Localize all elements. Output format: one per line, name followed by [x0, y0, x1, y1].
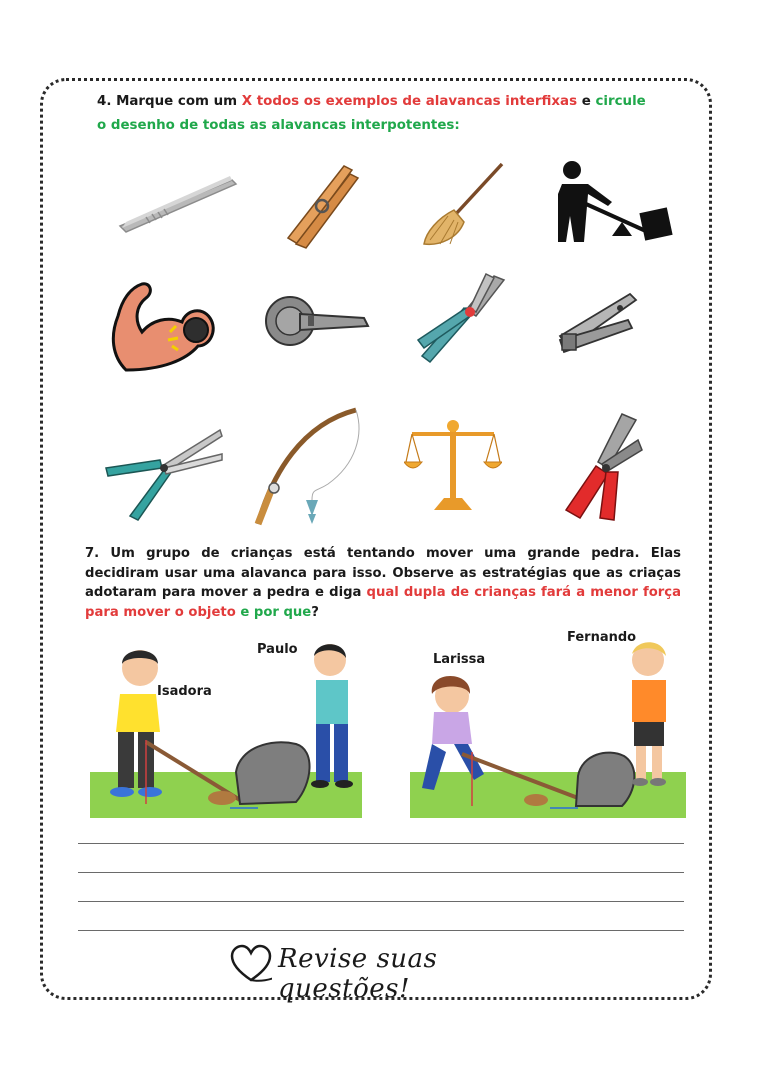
person-lever-icon — [558, 158, 674, 248]
label-larissa: Larissa — [433, 652, 486, 667]
scene-isadora-paulo — [90, 640, 362, 818]
label-isadora: Isadora — [157, 684, 212, 699]
broom-icon — [418, 160, 508, 250]
answer-line[interactable] — [78, 901, 684, 902]
footer-review — [230, 940, 550, 1004]
q4-part-2: X todos os exemplos de alavancas interfixas — [241, 94, 578, 109]
answer-line[interactable] — [78, 843, 684, 844]
arm-muscle-icon — [106, 276, 218, 378]
q7-part-4: ? — [311, 604, 319, 620]
balance-scale-icon — [404, 418, 502, 514]
q7-part-1: 7. Um grupo de crianças está tentando mover uma grande pedra. Elas decidiram usar uma alavanca para isso. Observe as estratégias que as criaças adotaram para mover a pedra e diga — [85, 546, 681, 600]
tweezers-icon — [112, 168, 242, 238]
hedge-shears-icon — [102, 426, 226, 522]
pruning-shears-icon — [562, 410, 644, 522]
question-4-text — [97, 90, 657, 138]
fishing-rod-icon — [252, 404, 368, 528]
q4-part-3: e — [577, 94, 596, 109]
q4-part-4: circule o desenho de todas as alavancas interpotentes: — [97, 94, 646, 133]
answer-line[interactable] — [78, 930, 684, 931]
label-paulo: Paulo — [257, 642, 298, 657]
pliers-icon — [414, 270, 510, 366]
q7-part-3: e por que — [235, 604, 312, 620]
question-7-text — [85, 544, 681, 622]
door-handle-icon — [264, 294, 372, 348]
answer-line[interactable] — [78, 872, 684, 873]
heart-icon — [230, 944, 272, 984]
q4-part-1: 4. Marque com um — [97, 94, 242, 109]
footer-text: Revise suas questões! — [278, 944, 438, 1004]
nail-clipper-icon — [556, 286, 642, 358]
q7-part-2: qual dupla de crianças fará a menor força para mover o objeto — [85, 585, 681, 620]
clothespin-icon — [282, 160, 362, 250]
label-fernando: Fernando — [567, 630, 637, 645]
